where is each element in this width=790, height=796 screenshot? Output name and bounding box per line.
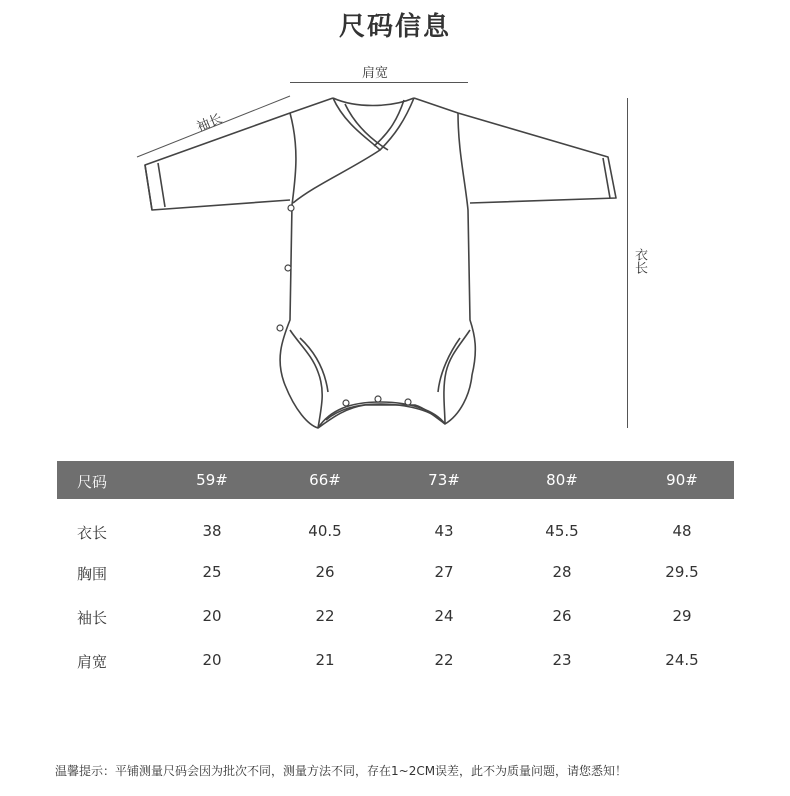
table-cell: 24 — [434, 607, 454, 625]
sleeve-label: 袖长 — [194, 111, 225, 136]
row-label: 肩宽 — [77, 653, 108, 671]
table-row-length — [57, 522, 734, 552]
row-label: 衣长 — [77, 524, 108, 542]
table-cell: 26 — [552, 607, 572, 625]
size-header-label: 尺码 — [77, 473, 108, 491]
shoulder-label: 肩宽 — [362, 66, 389, 81]
table-cell: 43 — [434, 522, 454, 540]
table-cell: 20 — [202, 607, 222, 625]
table-cell: 22 — [434, 651, 454, 669]
table-cell: 28 — [552, 563, 572, 581]
size-90: 90# — [666, 471, 698, 489]
table-cell: 20 — [202, 651, 222, 669]
table-cell: 40.5 — [308, 522, 342, 540]
table-cell: 38 — [202, 522, 222, 540]
size-80: 80# — [546, 471, 578, 489]
table-row-chest — [57, 563, 734, 593]
table-cell: 22 — [315, 607, 335, 625]
size-table-header — [57, 461, 734, 499]
row-label: 袖长 — [77, 609, 108, 627]
size-66: 66# — [309, 471, 341, 489]
page-title: 尺码信息 — [338, 12, 451, 42]
table-cell: 24.5 — [665, 651, 699, 669]
table-cell: 29.5 — [665, 563, 699, 581]
table-cell: 25 — [202, 563, 222, 581]
table-cell: 45.5 — [545, 522, 579, 540]
size-73: 73# — [428, 471, 460, 489]
table-cell: 21 — [315, 651, 335, 669]
table-cell: 27 — [434, 563, 454, 581]
measurement-note: 温馨提示：平铺测量尺码会因为批次不同，测量方法不同，存在1~2CM误差，此不为质量问题，请您悉知！ — [55, 764, 628, 778]
table-row-shoulder — [57, 651, 734, 681]
length-label: 衣长 — [632, 248, 647, 274]
table-cell: 48 — [672, 522, 692, 540]
table-cell: 23 — [552, 651, 572, 669]
row-label: 胸围 — [77, 565, 108, 583]
size-59: 59# — [196, 471, 228, 489]
table-cell: 26 — [315, 563, 335, 581]
table-row-sleeve — [57, 607, 734, 637]
table-cell: 29 — [672, 607, 692, 625]
